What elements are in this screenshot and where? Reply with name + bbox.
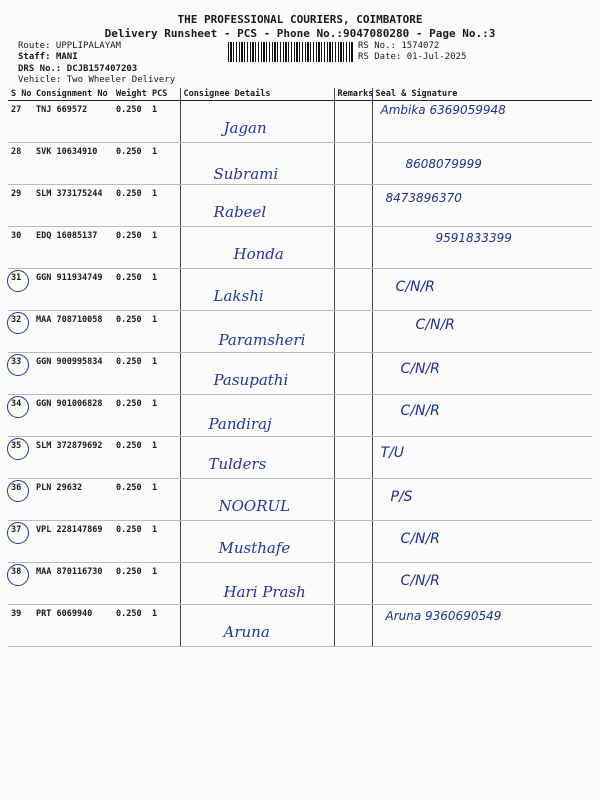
table-row [8, 185, 592, 227]
handwritten-circle [7, 480, 29, 502]
consignment-number-cell [33, 563, 113, 605]
serial-number-cell [8, 101, 33, 143]
remarks-cell [334, 143, 372, 185]
weight: 0.250 [116, 315, 142, 325]
weight-cell [113, 479, 149, 521]
consignment-number-cell [33, 101, 113, 143]
remarks-cell [334, 395, 372, 437]
seal-signature-cell [372, 563, 592, 605]
pieces-cell [149, 479, 180, 521]
staff [18, 52, 78, 62]
weight-cell [113, 311, 149, 353]
pieces-cell [149, 143, 180, 185]
weight: 0.250 [116, 147, 142, 157]
table-row [8, 353, 592, 395]
consignment-number-cell [33, 143, 113, 185]
seal-signature-cell [372, 227, 592, 269]
seal-signature: C/N/R [395, 279, 435, 295]
handwritten-circle [7, 270, 29, 292]
pieces-cell [149, 311, 180, 353]
seal-signature: 8608079999 [405, 157, 482, 171]
consignment-number: MAA 870116730 [36, 567, 103, 577]
consignment-number: SVK 10634910 [36, 147, 98, 157]
weight-cell [113, 437, 149, 479]
pieces-cell [149, 521, 180, 563]
consignee-signature-cell [180, 521, 334, 563]
serial-number: 31 [11, 273, 22, 283]
serial-number: 32 [11, 315, 22, 325]
remarks-cell [334, 269, 372, 311]
pieces: 1 [152, 189, 158, 199]
weight-cell [113, 185, 149, 227]
consignment-number-cell [33, 605, 113, 647]
rs-number: RS No.: 1574072 [358, 41, 440, 51]
table-row [8, 227, 592, 269]
table-row [8, 311, 592, 353]
drs-value: DCJB157407203 [66, 64, 138, 74]
consignee-signature: Musthafe [218, 539, 291, 557]
consignment-number-cell [33, 395, 113, 437]
runsheet-table [8, 88, 592, 647]
pieces-cell [149, 269, 180, 311]
remarks-cell [334, 185, 372, 227]
consignment-number: GGN 900995834 [36, 357, 103, 367]
route: Route: UPPLIPALAYAM [18, 41, 121, 51]
handwritten-circle [7, 438, 29, 460]
handwritten-circle [7, 396, 29, 418]
serial-number: 38 [11, 567, 22, 577]
consignment-number: GGN 911934749 [36, 273, 103, 283]
seal-signature: C/N/R [400, 573, 440, 589]
table-row [8, 563, 592, 605]
consignee-signature-cell [180, 479, 334, 521]
consignee-signature-cell [180, 101, 334, 143]
pieces: 1 [152, 399, 158, 409]
consignee-signature: Jagan [223, 119, 267, 137]
remarks-cell [334, 605, 372, 647]
serial-number: 36 [11, 483, 22, 493]
consignee-signature: Aruna [223, 623, 270, 641]
seal-signature-cell [372, 605, 592, 647]
table-row [8, 395, 592, 437]
seal-signature: C/N/R [400, 531, 440, 547]
column-header: Weight [113, 88, 149, 101]
serial-number: 27 [11, 105, 22, 115]
consignment-number-cell [33, 353, 113, 395]
consignee-signature-cell [180, 311, 334, 353]
pieces-cell [149, 353, 180, 395]
seal-signature: C/N/R [400, 361, 440, 377]
consignee-signature: Tulders [208, 455, 267, 473]
pieces: 1 [152, 357, 158, 367]
remarks-cell [334, 437, 372, 479]
seal-signature-cell [372, 311, 592, 353]
serial-number-cell [8, 143, 33, 185]
weight: 0.250 [116, 567, 142, 577]
remarks-cell [334, 101, 372, 143]
weight: 0.250 [116, 231, 142, 241]
company-name: THE PROFESSIONAL COURIERS, COIMBATORE [177, 13, 423, 26]
weight: 0.250 [116, 357, 142, 367]
seal-signature: C/N/R [400, 403, 440, 419]
pieces-cell [149, 185, 180, 227]
weight-cell [113, 227, 149, 269]
handwritten-circle [7, 564, 29, 586]
serial-number-cell [8, 605, 33, 647]
column-header: Consignment No [33, 88, 113, 101]
weight-cell [113, 521, 149, 563]
consignee-signature-cell [180, 395, 334, 437]
consignee-signature-cell [180, 227, 334, 269]
weight-cell [113, 143, 149, 185]
drs-label: DRS No.: [18, 64, 62, 74]
remarks-cell [334, 353, 372, 395]
weight: 0.250 [116, 483, 142, 493]
serial-number-cell [8, 227, 33, 269]
consignee-signature: Pasupathi [213, 371, 289, 389]
staff-label: Staff: [18, 52, 51, 62]
table-row [8, 521, 592, 563]
consignment-number-cell [33, 269, 113, 311]
seal-signature: Ambika 6369059948 [380, 103, 506, 117]
weight: 0.250 [116, 399, 142, 409]
handwritten-circle [7, 354, 29, 376]
consignee-signature-cell [180, 605, 334, 647]
seal-signature-cell [372, 521, 592, 563]
weight: 0.250 [116, 441, 142, 451]
drs-number [18, 64, 137, 74]
consignment-number: PRT 6069940 [36, 609, 93, 619]
weight: 0.250 [116, 105, 142, 115]
table-row [8, 143, 592, 185]
weight-cell [113, 353, 149, 395]
pieces-cell [149, 605, 180, 647]
pieces: 1 [152, 609, 158, 619]
consignment-number-cell [33, 479, 113, 521]
seal-signature: Aruna 9360690549 [385, 609, 502, 623]
serial-number: 33 [11, 357, 22, 367]
serial-number: 37 [11, 525, 22, 535]
seal-signature-cell [372, 353, 592, 395]
seal-signature-cell [372, 143, 592, 185]
consignment-number: VPL 228147869 [36, 525, 103, 535]
pieces-cell [149, 227, 180, 269]
table-row [8, 479, 592, 521]
weight-cell [113, 563, 149, 605]
remarks-cell [334, 479, 372, 521]
consignee-signature: Hari Prash [223, 583, 306, 601]
pieces: 1 [152, 147, 158, 157]
consignment-number: TNJ 669572 [36, 105, 88, 115]
consignee-signature-cell [180, 269, 334, 311]
rs-date: RS Date: 01-Jul-2025 [358, 52, 467, 62]
consignee-signature-cell [180, 185, 334, 227]
pieces-cell [149, 101, 180, 143]
weight-cell [113, 605, 149, 647]
table-row [8, 605, 592, 647]
weight: 0.250 [116, 273, 142, 283]
column-header: Consignee Details [180, 88, 334, 101]
seal-signature-cell [372, 101, 592, 143]
weight-cell [113, 269, 149, 311]
consignment-number: SLM 372879692 [36, 441, 103, 451]
table-row [8, 101, 592, 143]
weight: 0.250 [116, 525, 142, 535]
consignment-number: MAA 708710058 [36, 315, 103, 325]
remarks-cell [334, 563, 372, 605]
consignee-signature-cell [180, 353, 334, 395]
pieces: 1 [152, 483, 158, 493]
seal-signature-cell [372, 269, 592, 311]
seal-signature: T/U [380, 445, 405, 461]
weight: 0.250 [116, 609, 142, 619]
staff-value: MANI [55, 52, 78, 62]
pieces: 1 [152, 231, 158, 241]
remarks-cell [334, 311, 372, 353]
remarks-cell [334, 227, 372, 269]
seal-signature-cell [372, 185, 592, 227]
seal-signature-cell [372, 437, 592, 479]
consignment-number-cell [33, 437, 113, 479]
consignment-number: GGN 901006828 [36, 399, 103, 409]
table-row [8, 269, 592, 311]
vehicle: Vehicle: Two Wheeler Delivery [18, 75, 176, 85]
consignment-number: SLM 373175244 [36, 189, 103, 199]
consignee-signature-cell [180, 143, 334, 185]
seal-signature: 9591833399 [435, 231, 512, 245]
seal-signature-cell [372, 395, 592, 437]
table-row [8, 437, 592, 479]
consignee-signature: Honda [233, 245, 284, 263]
column-header: PCS [149, 88, 180, 101]
column-header: S No [8, 88, 33, 101]
pieces: 1 [152, 525, 158, 535]
pieces-cell [149, 437, 180, 479]
serial-number-cell [8, 185, 33, 227]
consignment-number-cell [33, 227, 113, 269]
seal-signature-cell [372, 479, 592, 521]
consignment-number-cell [33, 311, 113, 353]
pieces: 1 [152, 273, 158, 283]
handwritten-circle [7, 522, 29, 544]
consignment-number-cell [33, 521, 113, 563]
seal-signature: P/S [390, 489, 413, 505]
consignee-signature: Pandiraj [208, 415, 272, 433]
weight-cell [113, 395, 149, 437]
pieces: 1 [152, 567, 158, 577]
runsheet-title: Delivery Runsheet - PCS - Phone No.:9047080280 - Page No.:3 [104, 27, 496, 40]
serial-number: 29 [11, 189, 22, 199]
pieces: 1 [152, 105, 158, 115]
serial-number: 30 [11, 231, 22, 241]
pieces-cell [149, 563, 180, 605]
serial-number: 35 [11, 441, 22, 451]
handwritten-circle [7, 312, 29, 334]
consignee-signature: Subrami [213, 165, 279, 183]
pieces-cell [149, 395, 180, 437]
remarks-cell [334, 521, 372, 563]
table-header [8, 88, 592, 101]
serial-number: 39 [11, 609, 22, 619]
weight: 0.250 [116, 189, 142, 199]
consignment-number: PLN 29632 [36, 483, 83, 493]
serial-number: 28 [11, 147, 22, 157]
consignee-signature: Paramsheri [218, 331, 306, 349]
column-header: Seal & Signature [372, 88, 592, 101]
barcode [228, 42, 354, 62]
seal-signature: C/N/R [415, 317, 455, 333]
pieces: 1 [152, 315, 158, 325]
weight-cell [113, 101, 149, 143]
serial-number: 34 [11, 399, 22, 409]
consignment-number-cell [33, 185, 113, 227]
consignee-signature: NOORUL [218, 497, 291, 515]
consignee-signature-cell [180, 437, 334, 479]
column-header: Remarks [334, 88, 372, 101]
seal-signature: 8473896370 [385, 191, 462, 205]
consignee-signature: Lakshi [213, 287, 264, 305]
consignee-signature-cell [180, 563, 334, 605]
pieces: 1 [152, 441, 158, 451]
consignee-signature: Rabeel [213, 203, 267, 221]
consignment-number: EDQ 16085137 [36, 231, 98, 241]
